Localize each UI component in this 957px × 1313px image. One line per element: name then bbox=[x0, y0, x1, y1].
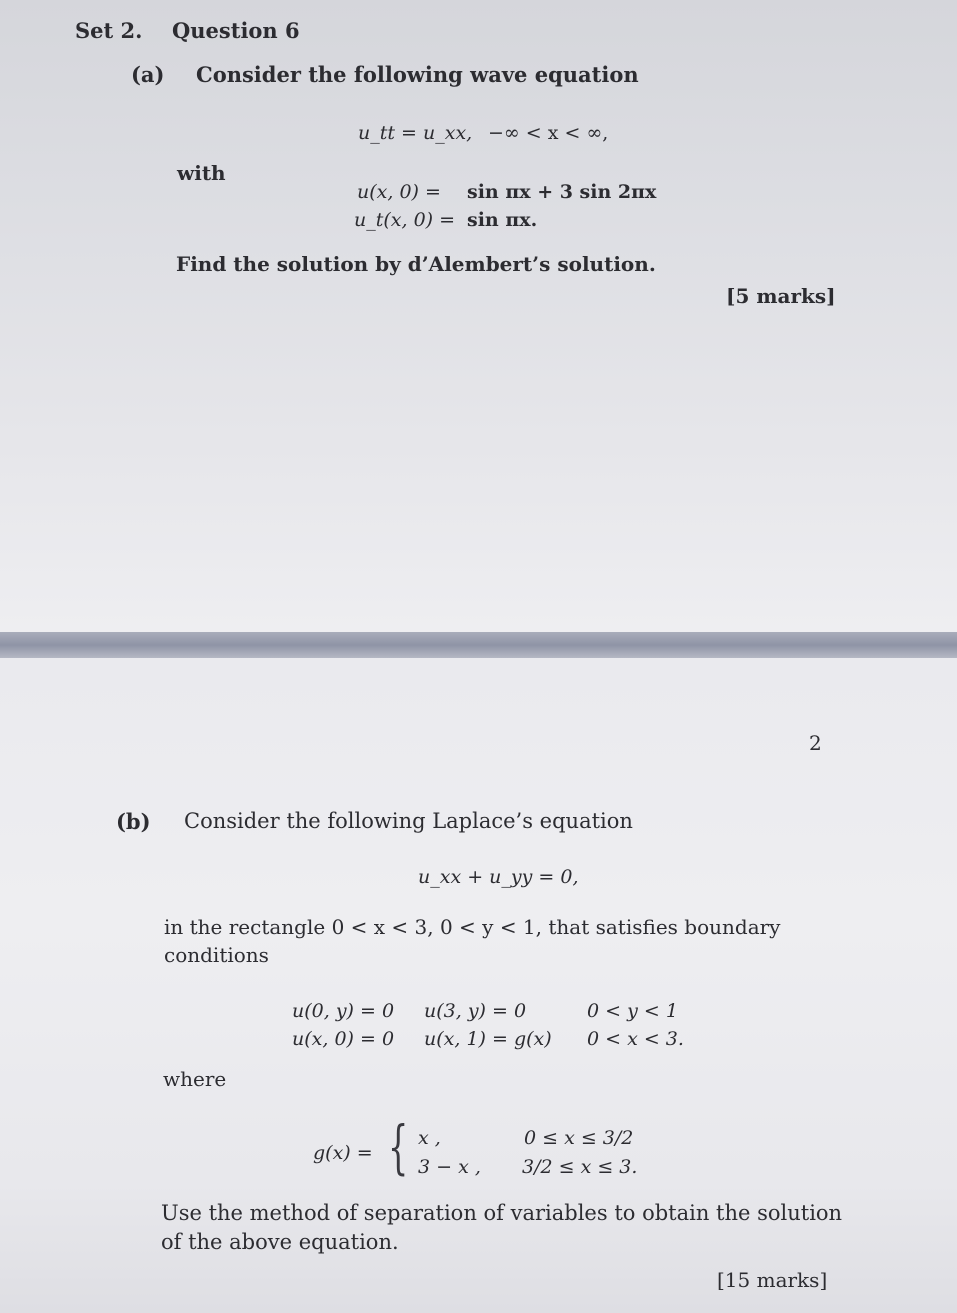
rectangle-text: in the rectangle 0 < x < 3, 0 < y < 1, that satisfies boundary bbox=[164, 915, 781, 939]
part-b-task-line1: Use the method of separation of variables to obtain the solution bbox=[161, 1201, 843, 1225]
ic2-lhs: u_t(x, 0) = bbox=[354, 209, 456, 231]
part-b-task-line2: of the above equation. bbox=[161, 1230, 399, 1254]
g-case1-expr: x , bbox=[418, 1127, 441, 1149]
bc-x-range: 0 < x < 3. bbox=[587, 1028, 684, 1050]
bc-right: u(3, y) = 0 bbox=[424, 1000, 527, 1022]
g-case2-cond: 3/2 ≤ x ≤ 3. bbox=[522, 1156, 638, 1178]
g-case2-expr: 3 − x , bbox=[418, 1156, 481, 1178]
page-top bbox=[0, 0, 957, 632]
part-b-marks: [15 marks] bbox=[717, 1268, 828, 1292]
part-b-intro: Consider the following Laplace’s equation bbox=[184, 809, 633, 833]
part-a-marks: [5 marks] bbox=[726, 284, 836, 308]
bc-bottom: u(x, 0) = 0 bbox=[292, 1028, 395, 1050]
with-label: with bbox=[177, 161, 226, 185]
bc-top: u(x, 1) = g(x) bbox=[424, 1028, 552, 1050]
part-a-task: Find the solution by d’Alembert’s solution. bbox=[176, 252, 656, 276]
part-a-intro: Consider the following wave equation bbox=[196, 62, 639, 87]
ic2-rhs: sin πx. bbox=[467, 209, 538, 231]
ic1-rhs: sin πx + 3 sin 2πx bbox=[467, 181, 657, 203]
laplace-pde: u_xx + u_yy = 0, bbox=[418, 866, 579, 888]
ic1-lhs: u(x, 0) = bbox=[357, 181, 441, 203]
set-label: Set 2. bbox=[75, 18, 143, 43]
bc-y-range: 0 < y < 1 bbox=[587, 1000, 678, 1022]
where-label: where bbox=[163, 1067, 227, 1091]
part-a-label: (a) bbox=[131, 62, 165, 87]
part-b-label: (b) bbox=[116, 809, 151, 834]
page-divider bbox=[0, 632, 957, 658]
g-definition-lhs: g(x) = bbox=[313, 1142, 373, 1164]
g-case1-cond: 0 ≤ x ≤ 3/2 bbox=[524, 1127, 634, 1149]
conditions-text: conditions bbox=[164, 943, 269, 967]
question-label: Question 6 bbox=[172, 18, 300, 43]
page-number: 2 bbox=[809, 731, 822, 755]
wave-pde: u_tt = u_xx, bbox=[358, 122, 473, 144]
bc-left: u(0, y) = 0 bbox=[292, 1000, 395, 1022]
wave-domain: −∞ < x < ∞, bbox=[488, 122, 609, 144]
piecewise-brace: { bbox=[388, 1113, 409, 1181]
